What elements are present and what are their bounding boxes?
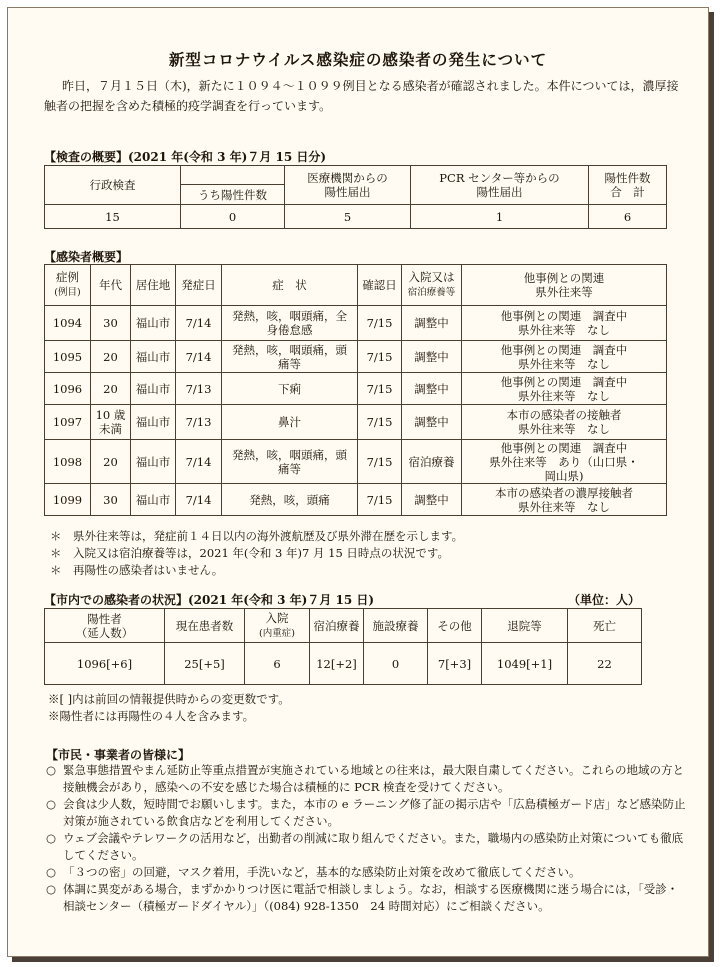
value-death: 22 — [568, 643, 642, 685]
table-row — [45, 306, 667, 341]
case-age: 20 — [91, 341, 131, 373]
inspection-table — [44, 165, 667, 229]
case-relation: 本市の感染者の接触者 県外往来等 なし — [462, 405, 667, 440]
case-confirmed: 7/15 — [358, 440, 402, 484]
value-admin: 15 — [45, 205, 181, 229]
header-onset: 発症日 — [176, 265, 222, 306]
city-status-heading: 【市内での感染者の状況】(2021 年(令和 3 年)７月 15 日) — [44, 593, 375, 607]
case-age: 30 — [91, 306, 131, 341]
city-status-table — [44, 608, 642, 685]
case-id: 1095 — [45, 341, 91, 373]
header-confirmed: 確認日 — [358, 265, 402, 306]
cases-notes — [50, 528, 463, 579]
unit-label: （単位：人） — [568, 593, 641, 607]
header-hotel: 宿泊療養 — [310, 609, 364, 643]
value-facility: 0 — [364, 643, 428, 685]
header-hospitalized: 入院 (内重症) — [245, 609, 310, 643]
case-age: 30 — [91, 484, 131, 516]
header-pcr: PCR センター等からの 陽性届出 — [411, 166, 589, 205]
circle-marker-icon: ○ — [46, 797, 57, 811]
case-note: ＊ 県外往来等は，発症前１４日以内の海外渡航歴及び県外滞在歴を示します。 — [50, 529, 464, 543]
circle-marker-icon: ○ — [46, 882, 57, 896]
cases-body — [45, 306, 667, 516]
case-symptoms: 発熱，咳，咽頭痛，頭 痛等 — [222, 440, 358, 484]
circle-marker-icon: ○ — [46, 831, 57, 845]
circle-marker-icon: ○ — [46, 865, 57, 879]
header-residence: 居住地 — [131, 265, 176, 306]
citizen-item: ○ 緊急事態措置やまん延防止等重点措置が実施されている地域との往来は，最大限自粛してください。これらの地域の方と接触機会があり，感染への不安を感じた場合は積極的に PCR 検査を受けてください。 — [46, 763, 684, 794]
case-relation: 他事例との関連 調査中 県外往来等 あり（山口県・ 岡山県) — [462, 440, 667, 484]
case-age: 20 — [91, 440, 131, 484]
value-pcr: 1 — [411, 205, 589, 229]
case-status: 調整中 — [402, 484, 462, 516]
case-id: 1096 — [45, 373, 91, 405]
table-row — [45, 440, 667, 484]
case-relation: 他事例との関連 調査中 県外往来等 なし — [462, 373, 667, 405]
case-symptoms: 発熱，咳，咽頭痛，頭 痛等 — [222, 341, 358, 373]
table-row — [45, 341, 667, 373]
case-onset: 7/14 — [176, 341, 222, 373]
case-id: 1097 — [45, 405, 91, 440]
citizen-item: ○ ウェブ会議やテレワークの活用など，出勤者の削減に取り組んでください。また，職場内の感染防止対策についても徹底してください。 — [46, 831, 684, 862]
case-id: 1094 — [45, 306, 91, 341]
citizens-heading: 【市民・事業者の皆様に】 — [46, 748, 191, 762]
header-other: その他 — [428, 609, 482, 643]
header-admin-test: 行政検査 — [45, 166, 181, 205]
case-confirmed: 7/15 — [358, 484, 402, 516]
cases-heading: 【感染者概要】 — [44, 250, 129, 264]
case-confirmed: 7/15 — [358, 341, 402, 373]
case-confirmed: 7/15 — [358, 306, 402, 341]
header-hospital: 入院又は 宿泊療養等 — [402, 265, 462, 306]
case-status: 調整中 — [402, 306, 462, 341]
intro-text: 昨日，７月１５日（木)，新たに１０９４～１０９９例目となる感染者が確認されました。本件については，濃厚接触者の把握を含めた積極的疫学調査を行っています。 — [44, 79, 679, 113]
cases-table — [44, 264, 667, 516]
document-page — [7, 7, 709, 957]
inspection-heading: 【検査の概要】(2021 年(令和 3 年)７月 15 日分) — [44, 150, 327, 164]
status-note: ※[ ]内は前回の情報提供時からの変更数です。 — [48, 692, 290, 706]
header-age: 年代 — [91, 265, 131, 306]
circle-marker-icon: ○ — [46, 763, 57, 777]
case-residence: 福山市 — [131, 440, 176, 484]
header-case: 症例 (例目) — [45, 265, 91, 306]
header-total: 陽性件数 合 計 — [589, 166, 667, 205]
case-symptoms: 発熱，咳，頭痛 — [222, 484, 358, 516]
citizen-item: ○ 会食は少人数，短時間でお願いします。また，本市の e ラーニング修了証の掲示店や「広島積極ガード店」など感染防止対策が施されている飲食店などを利用してください。 — [46, 797, 686, 828]
value-other: 7[+3] — [428, 643, 482, 685]
header-positive: 陽性者 （延人数） — [45, 609, 165, 643]
cases-header-row — [45, 265, 667, 306]
value-hospitalized: 6 — [245, 643, 310, 685]
city-status-notes — [48, 691, 290, 725]
header-medical: 医療機関からの 陽性届出 — [285, 166, 411, 205]
case-symptoms: 鼻汁 — [222, 405, 358, 440]
case-status: 調整中 — [402, 341, 462, 373]
header-relation: 他事例との関連 県外往来等 — [462, 265, 667, 306]
header-symptoms: 症 状 — [222, 265, 358, 306]
case-status: 宿泊療養 — [402, 440, 462, 484]
case-note: ＊ 入院又は宿泊療養等は，2021 年(令和 3 年)7 月 15 日時点の状況です。 — [50, 546, 450, 560]
header-admin-positive: うち陽性件数 — [181, 185, 285, 205]
value-positive: 1096[+6] — [45, 643, 165, 685]
case-onset: 7/14 — [176, 440, 222, 484]
header-current: 現在患者数 — [165, 609, 245, 643]
value-total: 6 — [589, 205, 667, 229]
case-onset: 7/13 — [176, 405, 222, 440]
header-facility: 施設療養 — [364, 609, 428, 643]
case-id: 1098 — [45, 440, 91, 484]
intro-paragraph — [44, 76, 684, 116]
value-hotel: 12[+2] — [310, 643, 364, 685]
value-current: 25[+5] — [165, 643, 245, 685]
header-discharged: 退院等 — [482, 609, 568, 643]
case-symptoms: 発熱，咳，咽頭痛，全 身倦怠感 — [222, 306, 358, 341]
table-row — [45, 484, 667, 516]
case-onset: 7/14 — [176, 484, 222, 516]
case-relation: 他事例との関連 調査中 県外往来等 なし — [462, 341, 667, 373]
case-age: 10 歳 未満 — [91, 405, 131, 440]
citizen-item: ○ 「３つの密」の回避，マスク着用，手洗いなど，基本的な感染防止対策を改めて徹底してください。 — [46, 865, 581, 879]
case-residence: 福山市 — [131, 484, 176, 516]
case-residence: 福山市 — [131, 306, 176, 341]
page-title: 新型コロナウイルス感染症の感染者の発生について — [168, 50, 548, 69]
case-confirmed: 7/15 — [358, 373, 402, 405]
case-symptoms: 下痢 — [222, 373, 358, 405]
citizen-item: ○ 体調に異変がある場合，まずかかりつけ医に電話で相談しましょう。なお，相談する医療機関に迷う場合には，「受診・相談センター（積極ガードダイヤル）」（(084) 928-1350 24 時間対応）にご相談ください。 — [46, 882, 679, 913]
case-residence: 福山市 — [131, 405, 176, 440]
value-discharged: 1049[+1] — [482, 643, 568, 685]
table-row — [45, 373, 667, 405]
value-admin-positive: 0 — [181, 205, 285, 229]
case-relation: 本市の感染者の濃厚接触者 県外往来等 なし — [462, 484, 667, 516]
case-id: 1099 — [45, 484, 91, 516]
case-onset: 7/13 — [176, 373, 222, 405]
case-age: 20 — [91, 373, 131, 405]
case-note: ＊ 再陽性の感染者はいません。 — [50, 563, 224, 577]
case-onset: 7/14 — [176, 306, 222, 341]
case-relation: 他事例との関連 調査中 県外往来等 なし — [462, 306, 667, 341]
case-residence: 福山市 — [131, 373, 176, 405]
table-row — [45, 405, 667, 440]
value-medical: 5 — [285, 205, 411, 229]
header-admin-spacer — [181, 166, 285, 185]
status-note: ※陽性者には再陽性の４人を含みます。 — [48, 709, 255, 723]
case-confirmed: 7/15 — [358, 405, 402, 440]
case-residence: 福山市 — [131, 341, 176, 373]
case-status: 調整中 — [402, 405, 462, 440]
header-death: 死亡 — [568, 609, 642, 643]
citizens-list — [46, 762, 686, 915]
case-status: 調整中 — [402, 373, 462, 405]
